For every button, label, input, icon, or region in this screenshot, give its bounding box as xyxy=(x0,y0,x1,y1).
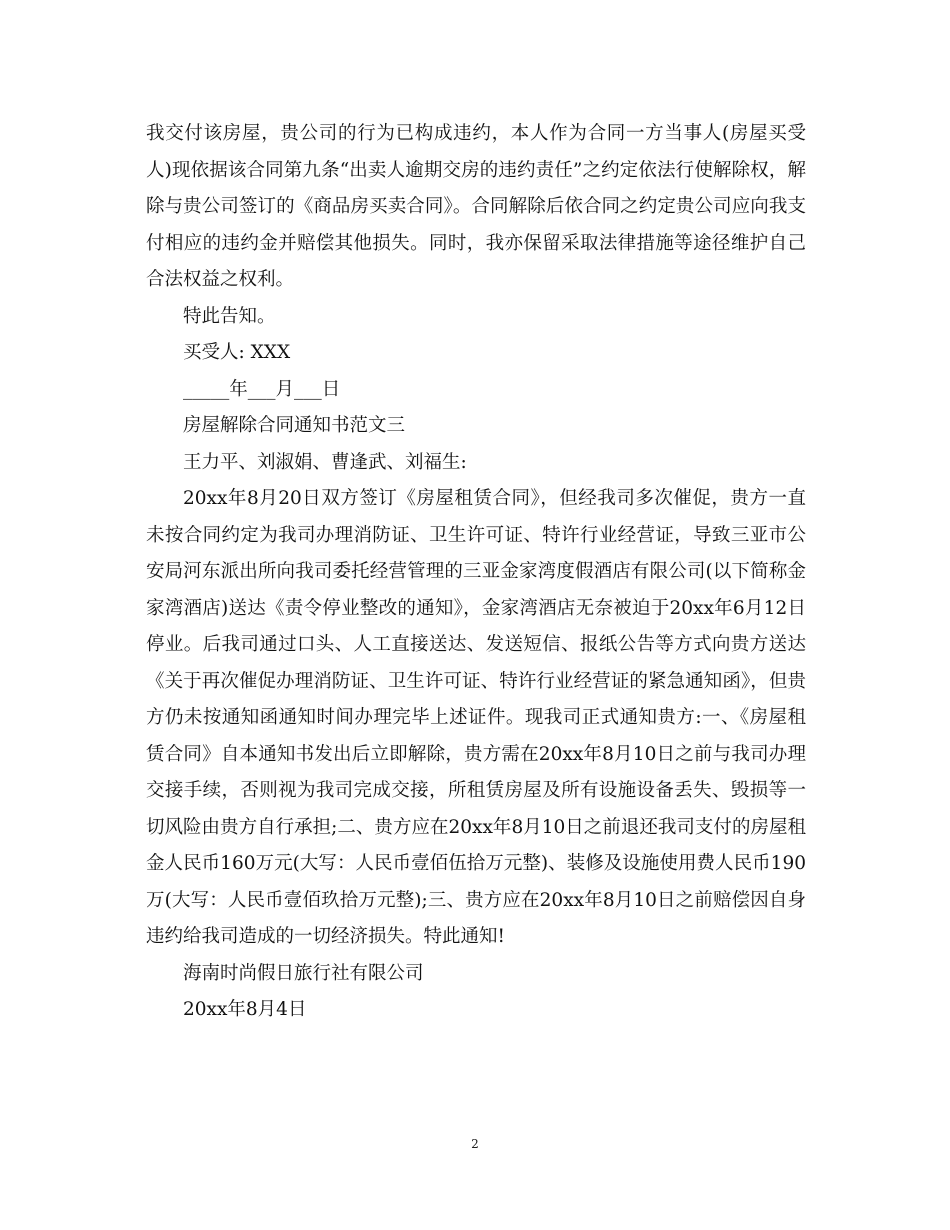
paragraph-date-blank: _____年___月___日 xyxy=(183,378,341,400)
paragraph-buyer: 买受人: XXX xyxy=(183,342,291,363)
paragraph-addressees: 王力平、刘淑娟、曹逢武、刘福生: xyxy=(183,451,467,473)
section-title: 房屋解除合同通知书范文三 xyxy=(183,415,406,436)
paragraph-company-signature: 海南时尚假日旅行社有限公司 xyxy=(183,962,424,984)
paragraph-signature-date: 20xx年8月4日 xyxy=(183,999,307,1020)
paragraph-main-body: 20xx年8月20日双方签订《房屋租赁合同》，但经我司多次催促，贵方一直未按合同约定为我司办理消防证、卫生许可证、特许行业经营证，导致三亚市公安局河东派出所向我司委托经营管理的三亚金家湾度假酒店有限公司(以下简称金家湾酒店)送达《责令停业整改的通知》，金家湾酒店无奈被迫于20xx年6月12日停业。后我司通过口头、人工直接送达、发送短信、报纸公告等方式向贵方送达《关于再次催促办理消防证、卫生许可证、特许行业经营证的紧急通知函》，但贵方仍未按通知函通知时间办理完毕上述证件。现我司正式通知贵方:一、《房屋租赁合同》自本通知书发出后立即解除，贵方需在20xx年8月10日之前与我司办理交接手续，否则视为我司完成交接，所租赁房屋及所有设施设备丢失、毁损等一切风险由贵方自行承担;二、贵方应在20xx年8月10日之前退还我司支付的房屋租金人民币160万元(大写：人民币壹佰伍拾万元整)、装修及设施使用费人民币190万(大写：人民币壹佰玖拾万元整);三、贵方应在20xx年8月10日之前赔偿因自身违约给我司造成的一切经济损失。特此通知! xyxy=(146,488,806,947)
document-body xyxy=(146,116,806,1029)
paragraph-notice-closing: 特此告知。 xyxy=(183,305,276,327)
page-number: 2 xyxy=(471,1137,479,1151)
paragraph-continuation: 我交付该房屋，贵公司的行为已构成违约，本人作为合同一方当事人(房屋买受人)现依据该合同第九条“出卖人逾期交房的违约责任”之约定依法行使解除权，解除与贵公司签订的《商品房买卖合同》。合同解除后依合同之约定贵公司应向我支付相应的违约金并赔偿其他损失。同时，我亦保留采取法律措施等途径维护自己合法权益之权利。 xyxy=(146,123,806,290)
